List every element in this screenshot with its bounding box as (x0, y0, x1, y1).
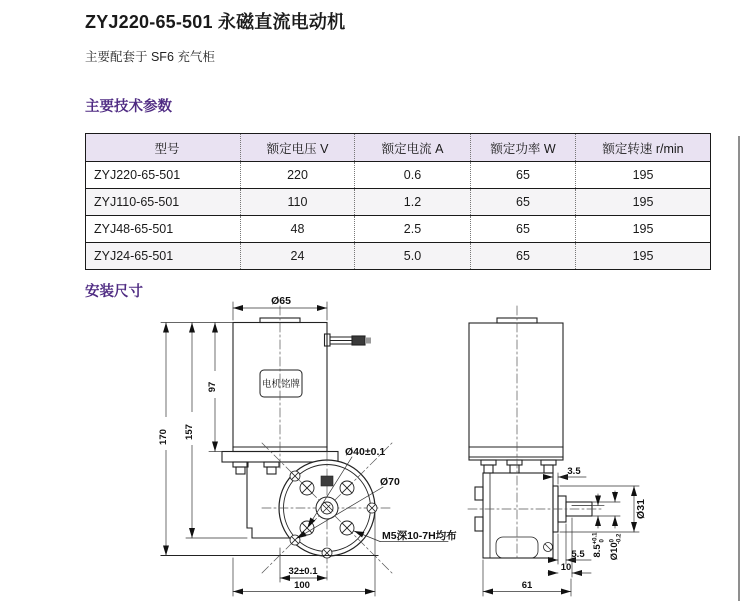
side-view-outline (469, 318, 592, 558)
dim-flange-dia-label: Ø70 (380, 476, 400, 488)
cell-speed: 195 (576, 162, 711, 189)
cell-power: 65 (471, 216, 576, 243)
cell-model: ZYJ24-65-501 (86, 243, 241, 270)
cell-speed: 195 (576, 189, 711, 216)
dims-section-heading: 安装尺寸 (85, 284, 143, 300)
page-title: ZYJ220-65-501 永磁直流电动机 (85, 12, 346, 32)
dim-97-label: 97 (207, 381, 218, 393)
dim-bolt-circle-label: Ø40±0.1 (345, 446, 386, 458)
dim-32-label: 32±0.1 (288, 566, 318, 577)
dim-5-5-label: 5.5 (571, 549, 585, 560)
col-header-speed: 额定转速 r/min (576, 134, 711, 162)
specs-table (85, 133, 711, 270)
side-view-dim-labels (522, 466, 647, 591)
dim-dia10-tol-lower: -0.2 (616, 533, 623, 545)
col-header-current: 额定电流 A (355, 134, 471, 162)
cell-model: ZYJ110-65-501 (86, 189, 241, 216)
dim-dia10-tol-upper: 0 (609, 539, 616, 543)
table-row (86, 189, 711, 216)
dim-170-label: 170 (158, 429, 169, 445)
cell-power: 65 (471, 189, 576, 216)
dim-dia31-label: Ø31 (635, 499, 647, 519)
motor-nameplate (260, 370, 302, 397)
table-row (86, 216, 711, 243)
dim-body-dia-label: Ø65 (271, 295, 291, 307)
cell-current: 1.2 (355, 189, 471, 216)
dim-100-label: 100 (294, 580, 310, 591)
dim-8-5-tol-upper: +0.1 (592, 532, 599, 545)
cell-voltage: 48 (241, 216, 355, 243)
col-header-power: 额定功率 W (471, 134, 576, 162)
cell-model: ZYJ220-65-501 (86, 162, 241, 189)
dim-61-label: 61 (521, 580, 533, 591)
cell-voltage: 220 (241, 162, 355, 189)
cell-speed: 195 (576, 216, 711, 243)
cell-power: 65 (471, 162, 576, 189)
table-row (86, 162, 711, 189)
nameplate-label: 电机铭牌 (261, 379, 301, 390)
cell-power: 65 (471, 243, 576, 270)
cell-current: 5.0 (355, 243, 471, 270)
cell-model: ZYJ48-65-501 (86, 216, 241, 243)
page-subtitle: 主要配套于 SF6 充气柜 (85, 50, 215, 64)
cell-current: 0.6 (355, 162, 471, 189)
thread-note-label: M5深10-7H均布 (382, 530, 457, 542)
cell-speed: 195 (576, 243, 711, 270)
dim-dia10-value: Ø10 (609, 542, 620, 561)
col-header-voltage: 额定电压 V (241, 134, 355, 162)
side-view-centerlines (468, 306, 602, 560)
table-row (86, 243, 711, 270)
dim-dia10-label (609, 533, 623, 560)
dim-157-label: 157 (184, 424, 195, 440)
keyway-mark (321, 476, 333, 486)
dim-8-5-tol-lower: 0 (599, 539, 606, 543)
dim-8-5-label (592, 532, 606, 558)
cell-current: 2.5 (355, 216, 471, 243)
installation-drawing (150, 292, 744, 601)
specs-section-heading: 主要技术参数 (85, 99, 172, 115)
dim-10-label: 10 (560, 562, 572, 573)
table-header-row (86, 134, 711, 162)
cell-voltage: 24 (241, 243, 355, 270)
front-view-dimensions (161, 302, 449, 596)
cell-voltage: 110 (241, 189, 355, 216)
col-header-model: 型号 (86, 134, 241, 162)
dim-3-5-label: 3.5 (567, 466, 581, 477)
dim-8-5-value: 8.5 (592, 544, 603, 558)
